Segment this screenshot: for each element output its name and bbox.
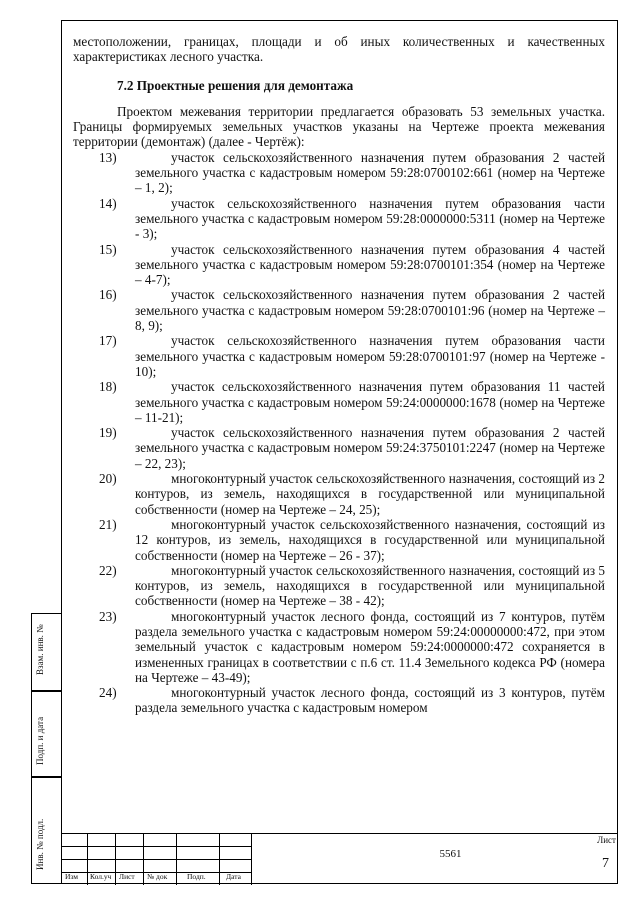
list-item-number: 14) (99, 195, 117, 211)
tb-label-izm: Изм (65, 872, 79, 881)
item-list (73, 150, 605, 716)
list-item (73, 242, 605, 288)
tb-label-podp: Подп. (187, 872, 206, 881)
list-item-text: участок сельскохозяйственного назначения путем образования 2 частей земельного участка с кадастровым номером 59:24:3750101:2247 (номер на Чертеже – 22, 23); (135, 425, 605, 471)
title-block (61, 833, 618, 884)
tb-label-data: Дата (226, 872, 241, 881)
side-label-vzam: Взам. инв. № (35, 624, 45, 675)
list-item-number: 23) (99, 608, 117, 624)
list-item-number: 21) (99, 516, 117, 532)
list-item (73, 563, 605, 609)
lead-paragraph (73, 104, 605, 150)
list-item-text: многоконтурный участок лесного фонда, состоящий из 7 контуров, путём раздела земельного участка с кадастровым номером 59:24:00000000:472, при этом земельный участок с кадастровым номером 59:24:0000000:472 сохраняется в измененных границах в соответствии с п.6 ст. 11.4 Земельного кодекса РФ (номера на Чертеже – 43-49); (135, 608, 605, 685)
tb-label-kol: Кол.уч (90, 872, 112, 881)
list-item-text: многоконтурный участок сельскохозяйственного назначения, состоящий из 12 контуров, из земель, находящихся в государственной или муниципальной собственности (номер на Чертеже – 26 - 37); (135, 516, 605, 563)
list-item (73, 379, 605, 425)
list-item-number: 16) (99, 287, 117, 303)
list-item-number: 13) (99, 149, 117, 165)
list-item-text: многоконтурный участок сельскохозяйственного назначения, состоящий из 5 контуров, из земель, находящихся в государственной или муниципальной собственности (номер на Чертеже – 38 - 42); (135, 562, 605, 609)
list-item-text: участок сельскохозяйственного назначения путем образования части земельного участка с кадастровым номером 59:28:0000000:5311 (номер на Чертеже - 3); (135, 195, 605, 242)
list-item-number: 19) (99, 425, 117, 441)
side-label-podp: Подп. и дата (35, 716, 45, 765)
list-item (73, 609, 605, 685)
list-item-number: 18) (99, 379, 117, 395)
tb-sheet-label: Лист (597, 835, 616, 845)
list-item-text: многоконтурный участок лесного фонда, состоящий из 3 контуров, путём раздела земельного участка с кадастровым номером (135, 685, 605, 716)
list-item-number: 20) (99, 471, 117, 487)
intro-paragraph: местоположении, границах, площади и об иных количественных и качественных характеристиках лесного участка. (73, 34, 605, 65)
list-item-number: 15) (99, 241, 117, 257)
list-item (73, 425, 605, 471)
list-item (73, 287, 605, 333)
list-item-number: 22) (99, 562, 117, 578)
list-item-text: участок сельскохозяйственного назначения путем образования 2 частей земельного участка с кадастровым номером 59:28:0700102:661 (номер на Чертеже – 1, 2); (135, 149, 605, 196)
side-label-inv: Инв. № подл. (35, 818, 45, 870)
document-body (73, 34, 605, 716)
tb-label-list: Лист (119, 872, 135, 881)
section-heading: 7.2 Проектные решения для демонтажа (117, 77, 354, 93)
list-item-text: участок сельскохозяйственного назначения путем образования части земельного участка с кадастровым номером 59:28:0700101:97 (номер на Чертеже - 10); (135, 333, 605, 379)
list-item-number: 17) (99, 333, 117, 349)
document-code: 5561 (439, 848, 462, 860)
list-item (73, 333, 605, 379)
list-item-number: 24) (99, 685, 117, 701)
list-item-text: участок сельскохозяйственного назначения путем образования 4 частей земельного участка с кадастровым номером 59:28:0700101:354 (номер на Чертеже – 4-7); (135, 241, 605, 288)
list-item-text: участок сельскохозяйственного назначения путем образования 11 частей земельного участка с кадастровым номером 59:24:0000000:1678 (номер на Чертеже – 11-21); (135, 379, 605, 425)
list-item (73, 471, 605, 517)
list-item-text: участок сельскохозяйственного назначения путем образования 2 частей земельного участка с кадастровым номером 59:28:0700101:96 (номер на Чертеже – 8, 9); (135, 287, 605, 334)
tb-row-line (61, 859, 252, 860)
list-item (73, 517, 605, 563)
lead-text: Проектом межевания территории предлагается образовать 53 земельных участка. Границы формируемых земельных участков указаны на Чертеже проекта межевания территории (демонтаж) (далее - Чертёж): (73, 103, 605, 150)
list-item-text: многоконтурный участок сельскохозяйственного назначения, состоящий из 2 контуров, из земель, находящихся в государственной или муниципальной собственности (номер на Чертеже – 24, 25); (135, 471, 605, 517)
list-item (73, 685, 605, 716)
tb-row-line (61, 846, 252, 847)
tb-label-ndok: № док (147, 872, 168, 881)
list-item (73, 150, 605, 196)
list-item (73, 196, 605, 242)
page-number: 7 (602, 856, 609, 871)
